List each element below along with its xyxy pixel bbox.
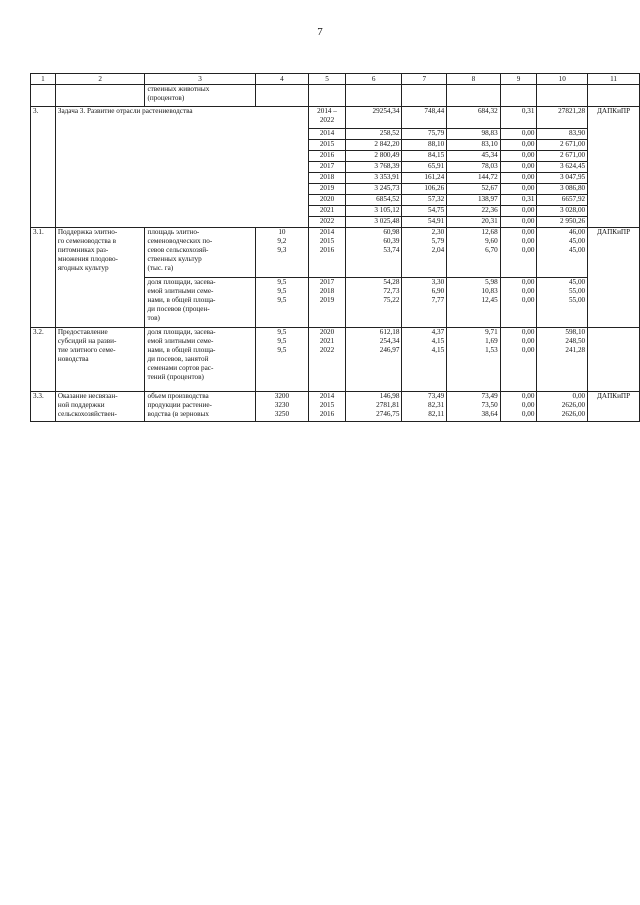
value-cell: 4,37 4,15 4,15 <box>402 328 447 392</box>
year-cell: 2014 2015 2016 <box>309 228 346 278</box>
value-cell: 146,98 2781,81 2746,75 <box>345 392 402 422</box>
value-cell: 3 624,45 <box>537 162 588 173</box>
value-cell: 57,32 <box>402 195 447 206</box>
value-cell: 83,10 <box>447 140 501 151</box>
year-cell: 2014 <box>309 129 346 140</box>
value-cell: 3 028,00 <box>537 206 588 217</box>
value-cell: 65,91 <box>402 162 447 173</box>
executor-cell: ДАПКиПР <box>588 228 640 328</box>
program-table <box>30 73 640 422</box>
year-cell: 2017 2018 2019 <box>309 278 346 328</box>
year-cell: 2022 <box>309 217 346 228</box>
year-cell: 2014 – 2022 <box>309 107 346 129</box>
indicator-values: 9,5 9,5 9,5 <box>255 278 308 328</box>
col-header: 5 <box>309 74 346 85</box>
row-number: 3.3. <box>31 392 56 422</box>
value-cell: 2,30 5,79 2,04 <box>402 228 447 278</box>
value-cell: 0,00 <box>500 162 537 173</box>
value-cell: 0,00 <box>500 173 537 184</box>
value-cell: 88,10 <box>402 140 447 151</box>
indicator-text: доля площади, засева- емой элитными семе- нами, в общей площа- ди посевов (процен- тов) <box>145 278 255 328</box>
value-cell: 3 353,91 <box>345 173 402 184</box>
value-cell: 258,52 <box>345 129 402 140</box>
value-cell: 0,31 <box>500 107 537 129</box>
value-cell: 0,00 0,00 0,00 <box>500 328 537 392</box>
value-cell: 748,44 <box>402 107 447 129</box>
indicator-values: 9,5 9,5 9,5 <box>255 328 308 392</box>
table-row <box>31 392 640 422</box>
value-cell: 46,00 45,00 45,00 <box>537 228 588 278</box>
value-cell: 0,00 <box>500 206 537 217</box>
col-header: 3 <box>145 74 255 85</box>
col-header: 2 <box>55 74 145 85</box>
value-cell: 60,98 60,39 53,74 <box>345 228 402 278</box>
year-cell: 2015 <box>309 140 346 151</box>
value-cell: 612,18 254,34 246,97 <box>345 328 402 392</box>
table-row <box>31 328 640 392</box>
value-cell: 52,67 <box>447 184 501 195</box>
indicator-values: 3200 3230 3250 <box>255 392 308 422</box>
value-cell: 75,79 <box>402 129 447 140</box>
task-title: Задача 3. Развитие отрасли растениеводства <box>55 107 308 228</box>
value-cell: 20,31 <box>447 217 501 228</box>
value-cell: 54,75 <box>402 206 447 217</box>
row-number: 3.2. <box>31 328 56 392</box>
value-cell: 3 047,95 <box>537 173 588 184</box>
col-header: 7 <box>402 74 447 85</box>
value-cell: 12,68 9,60 6,70 <box>447 228 501 278</box>
value-cell: 138,97 <box>447 195 501 206</box>
measure-name: Оказание несвязан- ной поддержки сельскохозяйствен- <box>55 392 145 422</box>
value-cell: 3,30 6,90 7,77 <box>402 278 447 328</box>
indicator-text: доля площади, засева- емой элитными семе- нами, в общей площа- ди посевов, занятой семенами сортов рас- тений (процентов) <box>145 328 255 392</box>
value-cell: 2 671,00 <box>537 140 588 151</box>
year-cell: 2014 2015 2016 <box>309 392 346 422</box>
value-cell: 3 105,12 <box>345 206 402 217</box>
value-cell: 3 086,80 <box>537 184 588 195</box>
value-cell: 106,26 <box>402 184 447 195</box>
col-header: 4 <box>255 74 308 85</box>
year-cell: 2016 <box>309 151 346 162</box>
value-cell: 5,98 10,83 12,45 <box>447 278 501 328</box>
col-header: 11 <box>588 74 640 85</box>
value-cell: 6657,92 <box>537 195 588 206</box>
value-cell: 45,00 55,00 55,00 <box>537 278 588 328</box>
value-cell: 598,10 248,50 241,28 <box>537 328 588 392</box>
value-cell: 0,31 <box>500 195 537 206</box>
value-cell: 3 245,73 <box>345 184 402 195</box>
page-number: 7 <box>317 26 323 38</box>
value-cell: 0,00 <box>500 151 537 162</box>
value-cell: 0,00 0,00 0,00 <box>500 392 537 422</box>
value-cell: 83,90 <box>537 129 588 140</box>
value-cell: 0,00 0,00 0,00 <box>500 278 537 328</box>
value-cell: 0,00 <box>500 129 537 140</box>
executor-cell: ДАПКиПР <box>588 392 640 422</box>
col-header: 1 <box>31 74 56 85</box>
value-cell: 2 842,20 <box>345 140 402 151</box>
value-cell: 73,49 82,31 82,11 <box>402 392 447 422</box>
indicator-text: объем производства продукции растение- водства (в зерновых <box>145 392 255 422</box>
value-cell: 45,34 <box>447 151 501 162</box>
value-cell: 27821,28 <box>537 107 588 129</box>
row-number: 3. <box>31 107 56 228</box>
header-row <box>31 74 640 85</box>
col-header: 10 <box>537 74 588 85</box>
table-row <box>31 107 640 129</box>
year-cell: 2020 2021 2022 <box>309 328 346 392</box>
indicator-values: 10 9,2 9,3 <box>255 228 308 278</box>
value-cell: 29254,34 <box>345 107 402 129</box>
value-cell: 3 768,39 <box>345 162 402 173</box>
year-cell: 2019 <box>309 184 346 195</box>
value-cell: 0,00 2626,00 2626,00 <box>537 392 588 422</box>
measure-name: Предоставление субсидий на разви- тие элитного семе- новодства <box>55 328 145 392</box>
year-cell: 2017 <box>309 162 346 173</box>
value-cell: 0,00 <box>500 140 537 151</box>
value-cell: 54,91 <box>402 217 447 228</box>
value-cell: 3 025,48 <box>345 217 402 228</box>
value-cell: 54,28 72,73 75,22 <box>345 278 402 328</box>
value-cell: 161,24 <box>402 173 447 184</box>
indicator-text: ствеиных животных (процентов) <box>145 85 255 107</box>
executor-cell: ДАПКиПР <box>588 107 640 228</box>
year-cell: 2021 <box>309 206 346 217</box>
value-cell: 98,83 <box>447 129 501 140</box>
col-header: 9 <box>500 74 537 85</box>
value-cell: 2 950,26 <box>537 217 588 228</box>
measure-name: Поддержка элитно- го семеноводства в питомниках раз- множения плодово- ягодных культур <box>55 228 145 328</box>
value-cell: 2 671,00 <box>537 151 588 162</box>
indicator-text: площадь элитно- семеноводческих по- севов сельскохозяй- ственных культур (тыс. га) <box>145 228 255 278</box>
value-cell: 84,15 <box>402 151 447 162</box>
col-header: 6 <box>345 74 402 85</box>
value-cell: 0,00 <box>500 184 537 195</box>
value-cell: 73,49 73,50 38,64 <box>447 392 501 422</box>
value-cell: 22,36 <box>447 206 501 217</box>
value-cell: 0,00 <box>500 217 537 228</box>
value-cell: 78,03 <box>447 162 501 173</box>
value-cell: 0,00 0,00 0,00 <box>500 228 537 278</box>
table-row <box>31 228 640 278</box>
year-cell: 2018 <box>309 173 346 184</box>
value-cell: 684,32 <box>447 107 501 129</box>
value-cell: 144,72 <box>447 173 501 184</box>
year-cell: 2020 <box>309 195 346 206</box>
row-number: 3.1. <box>31 228 56 328</box>
value-cell: 9,71 1,69 1,53 <box>447 328 501 392</box>
value-cell: 2 800,49 <box>345 151 402 162</box>
value-cell: 6854,52 <box>345 195 402 206</box>
col-header: 8 <box>447 74 501 85</box>
table-row <box>31 85 640 107</box>
